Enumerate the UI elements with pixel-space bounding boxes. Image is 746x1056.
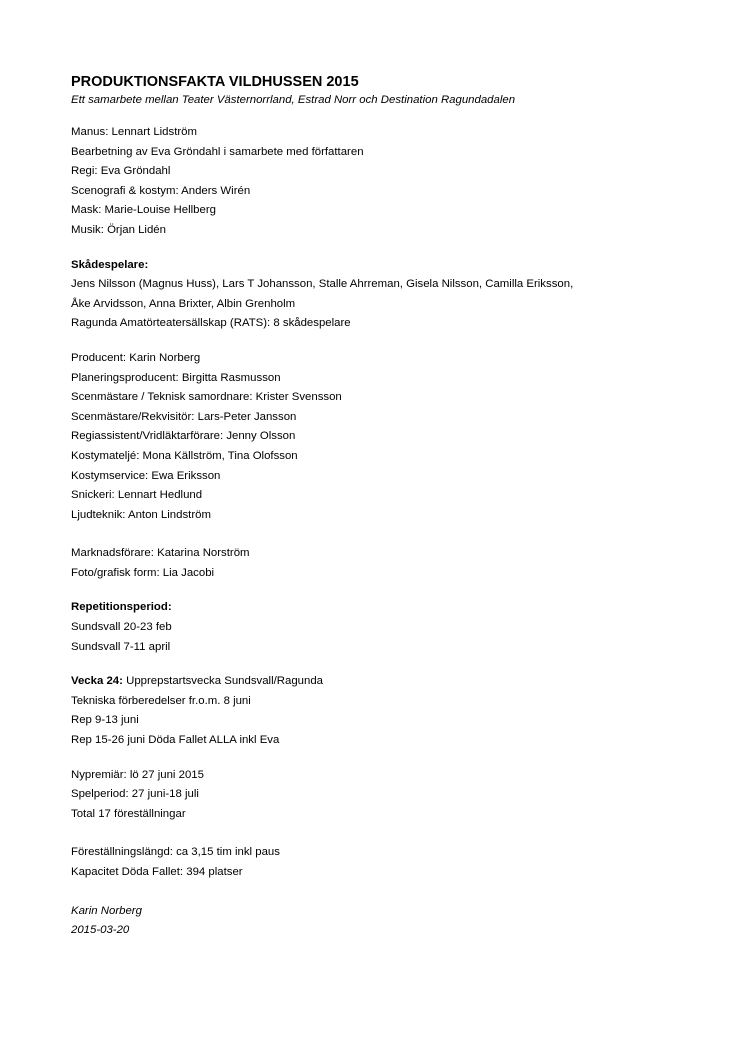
actors-line: Jens Nilsson (Magnus Huss), Lars T Johansson, Stalle Ahrreman, Gisela Nilsson, Camilla Eriksson, xyxy=(71,278,574,291)
credit-line: Mask: Marie-Louise Hellberg xyxy=(71,204,216,217)
marketing-line: Marknadsförare: Katarina Norström xyxy=(71,547,250,560)
credit-line: Manus: Lennart Lidström xyxy=(71,126,197,138)
week24-line: Rep 15-26 juni Döda Fallet ALLA inkl Eva xyxy=(71,734,280,747)
premiere-section xyxy=(71,766,691,825)
rehearsal-heading: Repetitionsperiod: xyxy=(71,601,172,614)
crew-line: Producent: Karin Norberg xyxy=(71,351,201,364)
rehearsal-line: Sundsvall 20-23 feb xyxy=(71,621,172,634)
crew-line: Scenmästare / Teknisk samordnare: Krister Svensson xyxy=(71,391,342,404)
crew-line: Kostymateljé: Mona Källström, Tina Olofsson xyxy=(71,449,298,462)
marketing-section xyxy=(71,544,691,583)
crew-line: Snickeri: Lennart Hedlund xyxy=(71,489,203,502)
week24-text: Upprepstartsvecka Sundsvall/Ragunda xyxy=(122,675,324,688)
credit-line: Bearbetning av Eva Gröndahl i samarbete med författaren xyxy=(71,145,364,158)
week24-section xyxy=(71,672,691,750)
performance-section xyxy=(71,843,691,882)
crew-line: Regiassistent/Vridläktarförare: Jenny Olsson xyxy=(71,430,296,443)
signature-name: Karin Norberg xyxy=(71,904,142,917)
marketing-line: Foto/grafisk form: Lia Jacobi xyxy=(71,566,215,579)
crew-line: Kostymservice: Ewa Eriksson xyxy=(71,469,221,482)
crew-line: Ljudteknik: Anton Lindström xyxy=(71,508,211,521)
crew-line: Planeringsproducent: Birgitta Rasmusson xyxy=(71,371,281,384)
rehearsal-line: Sundsvall 7-11 april xyxy=(71,640,171,653)
credit-line: Scenografi & kostym: Anders Wirén xyxy=(71,184,251,197)
document-title: PRODUKTIONSFAKTA VILDHUSSEN 2015 xyxy=(71,74,359,90)
credit-line: Musik: Örjan Lidén xyxy=(71,223,166,236)
week24-line: Tekniska förberedelser fr.o.m. 8 juni xyxy=(71,694,251,707)
week24-line: Rep 9-13 juni xyxy=(71,714,139,727)
actors-section xyxy=(71,256,691,334)
rehearsal-section xyxy=(71,598,691,657)
document-subtitle: Ett samarbete mellan Teater Västernorrland, Estrad Norr och Destination Ragundadalen xyxy=(71,94,516,106)
premiere-line: Spelperiod: 27 juni-18 juli xyxy=(71,788,199,801)
performance-line: Föreställningslängd: ca 3,15 tim inkl paus xyxy=(71,846,280,859)
credit-line: Regi: Eva Gröndahl xyxy=(71,165,171,178)
document-page xyxy=(71,72,691,941)
actors-heading: Skådespelare: xyxy=(71,258,149,271)
crew-section xyxy=(71,349,691,525)
performance-line: Kapacitet Döda Fallet: 394 platser xyxy=(71,866,243,878)
actors-line: Åke Arvidsson, Anna Brixter, Albin Grenholm xyxy=(71,297,296,310)
actors-line: Ragunda Amatörteatersällskap (RATS): 8 skådespelare xyxy=(71,317,351,330)
week24-label: Vecka 24: xyxy=(71,675,123,688)
signature-section xyxy=(71,902,691,941)
week24-heading-line xyxy=(71,672,691,692)
signature-date: 2015-03-20 xyxy=(71,924,130,937)
crew-line: Scenmästare/Rekvisitör: Lars-Peter Jansson xyxy=(71,410,297,423)
credits-section xyxy=(71,123,691,241)
premiere-line: Total 17 föreställningar xyxy=(71,807,186,820)
premiere-line: Nypremiär: lö 27 juni 2015 xyxy=(71,768,204,781)
